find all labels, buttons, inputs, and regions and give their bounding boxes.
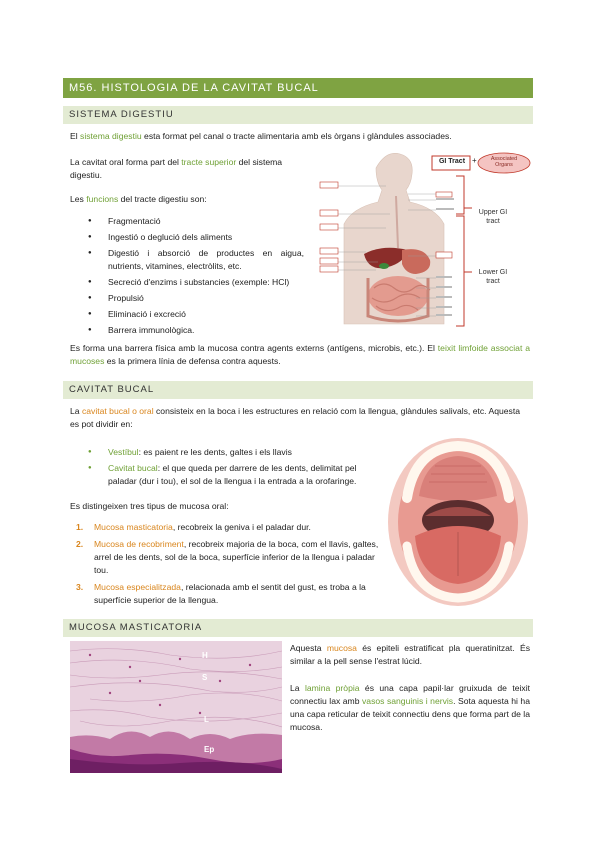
list-item: 2. Mucosa de recobriment, recobreix majoria de la boca, com el llavis, galtes, arrel de les dents, sol de la boca, superfície inferior de la llengua i paladar tou. (76, 539, 379, 575)
mucosa-types-intro: Es distingeixen tres tipus de mucosa oral: (70, 501, 229, 511)
functions-intro: Les funcions del tracte digestiu son: (70, 194, 207, 204)
histology-image (70, 641, 282, 773)
label-s: S (202, 673, 208, 682)
list-item: 1. Mucosa masticatoria, recobreix la geniva i el paladar dur. (76, 522, 311, 532)
page-title: M56. HISTOLOGIA DE LA CAVITAT BUCAL (63, 78, 533, 98)
barrier-paragraph: Es forma una barrera física amb la mucosa contra agents externs (antígens, microbis, etc.). El teixit limfoide associat a mucoses es la primera línia de defensa contra aquests. (70, 343, 530, 366)
oral-cavity-illustration (385, 436, 531, 608)
digestive-system-illustration (316, 148, 532, 336)
section-heading-cavitat: CAVITAT BUCAL (63, 381, 533, 399)
label-l: L (204, 715, 209, 724)
list-item: ● Secreció d'enzims i substancies (exemple: HCl) (86, 276, 304, 289)
masticatory-paragraph-2: La lamina pròpia és una capa papil·lar gruixuda de teixit connectiu lax amb vasos sanguinis i nervis. Sota aquesta hi ha una capa reticular de teixit connectiu dens que forma part de la mucosa. (290, 683, 531, 732)
lower-gi-label: Lower GI tract (478, 269, 508, 285)
cavity-intro: La cavitat bucal o oral consisteix en la boca i les estructures en relació com la llengua, glàndules salivals, etc. Aquesta es pot dividir en: (70, 406, 520, 429)
upper-gi-label: Upper GI tract (478, 209, 508, 225)
oral-cavity-paragraph: La cavitat oral forma part del tracte superior del sistema digestiu. (70, 157, 283, 180)
divisions-list (86, 446, 382, 491)
list-item: ● Ingestió o deglució dels aliments (86, 231, 304, 244)
list-item: ● Eliminació i excreció (86, 308, 304, 321)
label-h: H (202, 651, 208, 660)
label-ep: Ep (204, 745, 215, 754)
associated-organs-label: Associated Organs (490, 156, 518, 168)
section-heading-digestiu: SISTEMA DIGESTIU (63, 106, 533, 124)
mucosa-types-list (70, 521, 382, 611)
list-item: ● Barrera immunològica. (86, 324, 304, 337)
gi-tract-label: GI Tract (438, 158, 466, 165)
masticatory-paragraph-1: Aquesta mucosa és epiteli estratificat pla queratinitzat. És similar a la pell sense l'estrat lúcid. (290, 643, 530, 666)
section-heading-masticatoria: MUCOSA MASTICATORIA (63, 619, 533, 637)
list-item: ● Vestíbul: es paient re les dents, galtes i els llavis (86, 446, 382, 459)
list-item: ● Fragmentació (86, 215, 304, 228)
gi-tract-figure (316, 148, 532, 336)
list-item: ● Digestió i absorció de productes en aigua, nutrients, vitamines, electròlits, etc. (86, 247, 304, 273)
list-item: 3. Mucosa especialitzada, relacionada amb el sentit del gust, es troba a la superfície superior de la llengua. (76, 582, 366, 605)
intro-paragraph: El sistema digestiu esta format pel canal o tracte alimentaria amb els òrgans i glàndules associades. (70, 131, 452, 141)
list-item: ● Propulsió (86, 292, 304, 305)
list-item: ● Cavitat bucal: el que queda per darrere de les dents, delimitat pel paladar (dur i tou), el sol de la llengua i la entrada a la orofaringe. (86, 462, 382, 488)
plus-sign: + (472, 156, 477, 165)
functions-list (86, 215, 304, 340)
